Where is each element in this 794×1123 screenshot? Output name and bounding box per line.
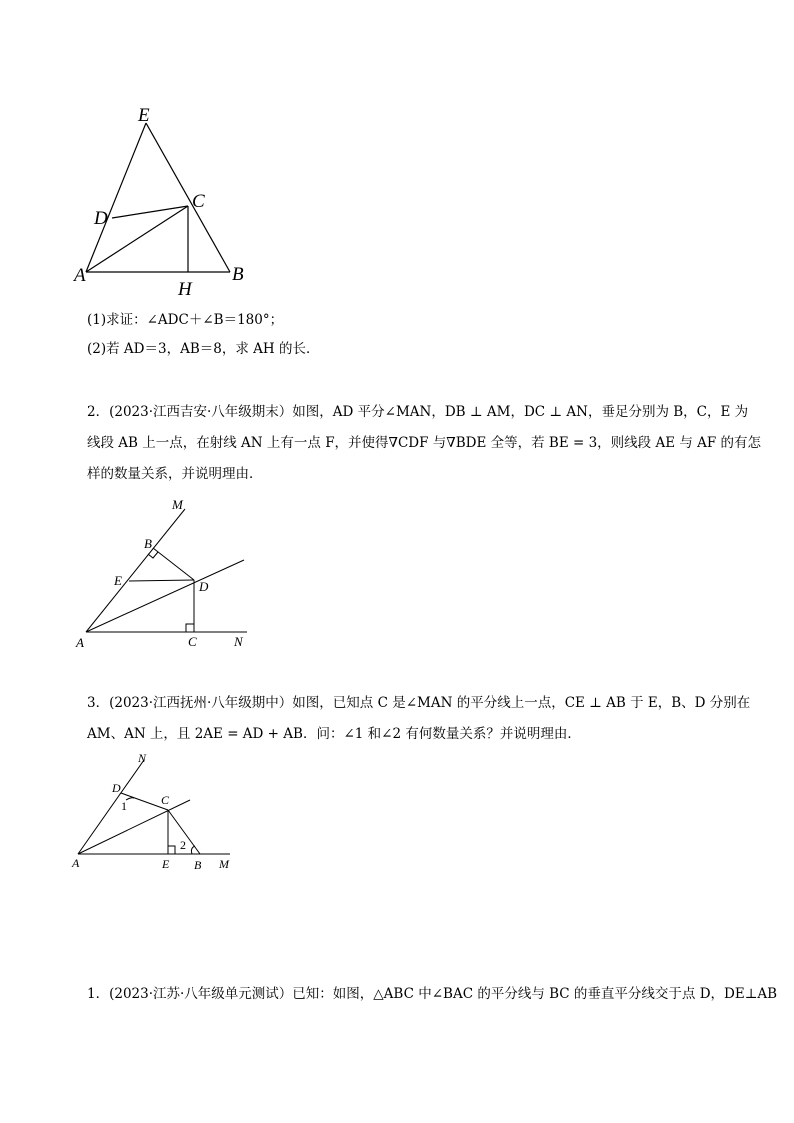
segment-ed (129, 580, 194, 581)
part-2-text: (2)若 AD＝3，AB＝8，求 AH 的长． (87, 341, 320, 357)
part-1-text: (1)求证：∠ADC＋∠B＝180°； (87, 312, 284, 328)
label-e: E (114, 573, 122, 588)
angle-1-arc (126, 798, 134, 800)
label-d: D (94, 208, 108, 229)
label-e: E (138, 105, 150, 126)
figure-3-diagram (68, 748, 243, 878)
label-d: D (112, 781, 121, 795)
label-a: A (72, 856, 80, 870)
ray-ad (86, 560, 244, 632)
question-2-line-2: 线段 AB 上一点，在射线 AN 上有一点 F，并使得∇CDF 与∇BDE 全等，若 BE = 3，则线段 AE 与 AF 的有怎 (87, 435, 762, 451)
label-angle-1: 1 (121, 799, 127, 813)
right-angle-mark-c (186, 624, 194, 632)
figure-1-diagram (70, 95, 270, 305)
question-2-line-1: 2．(2023·江西吉安·八年级期末）如图，AD 平分∠MAN，DB ⊥ AM，DC ⊥ AN，垂足分别为 B，C，E 为 (87, 404, 749, 420)
label-b: B (232, 264, 244, 285)
question-3-line-1: 3．(2023·江西抚州·八年级期中）如图，已知点 C 是∠MAN 的平分线上一点，CE ⊥ AB 于 E，B、D 分别在 (87, 695, 751, 711)
label-n: N (138, 751, 147, 765)
label-c: C (192, 191, 205, 212)
label-c: C (188, 634, 197, 649)
label-a: A (76, 635, 84, 650)
label-d: D (199, 579, 209, 594)
ray-am (86, 509, 185, 632)
question-2-line-3: 样的数量关系，并说明理由． (87, 466, 263, 482)
ray-an (78, 760, 144, 854)
label-angle-2: 2 (180, 838, 186, 852)
label-m: M (219, 857, 229, 871)
label-h: H (178, 279, 192, 300)
segment-ae (86, 123, 146, 272)
label-n: N (234, 634, 243, 649)
label-e: E (162, 857, 170, 871)
segment-bd (153, 548, 194, 580)
label-b: B (144, 536, 152, 551)
figure-2-diagram (72, 495, 262, 655)
label-m: M (172, 497, 183, 512)
label-a: A (74, 265, 86, 286)
next-question-1-line-1: 1．(2023·江苏·八年级单元测试）已知：如图，△ABC 中∠BAC 的平分线与 BC 的垂直平分线交于点 D，DE⊥AB (87, 986, 778, 1002)
question-3-line-2: AM、AN 上，且 2AE = AD + AB．问：∠1 和∠2 有何数量关系？并说明理由． (87, 726, 581, 742)
segment-dc (112, 206, 188, 218)
right-angle-mark-e (168, 846, 175, 854)
label-b: B (194, 858, 202, 872)
label-c: C (161, 793, 170, 807)
